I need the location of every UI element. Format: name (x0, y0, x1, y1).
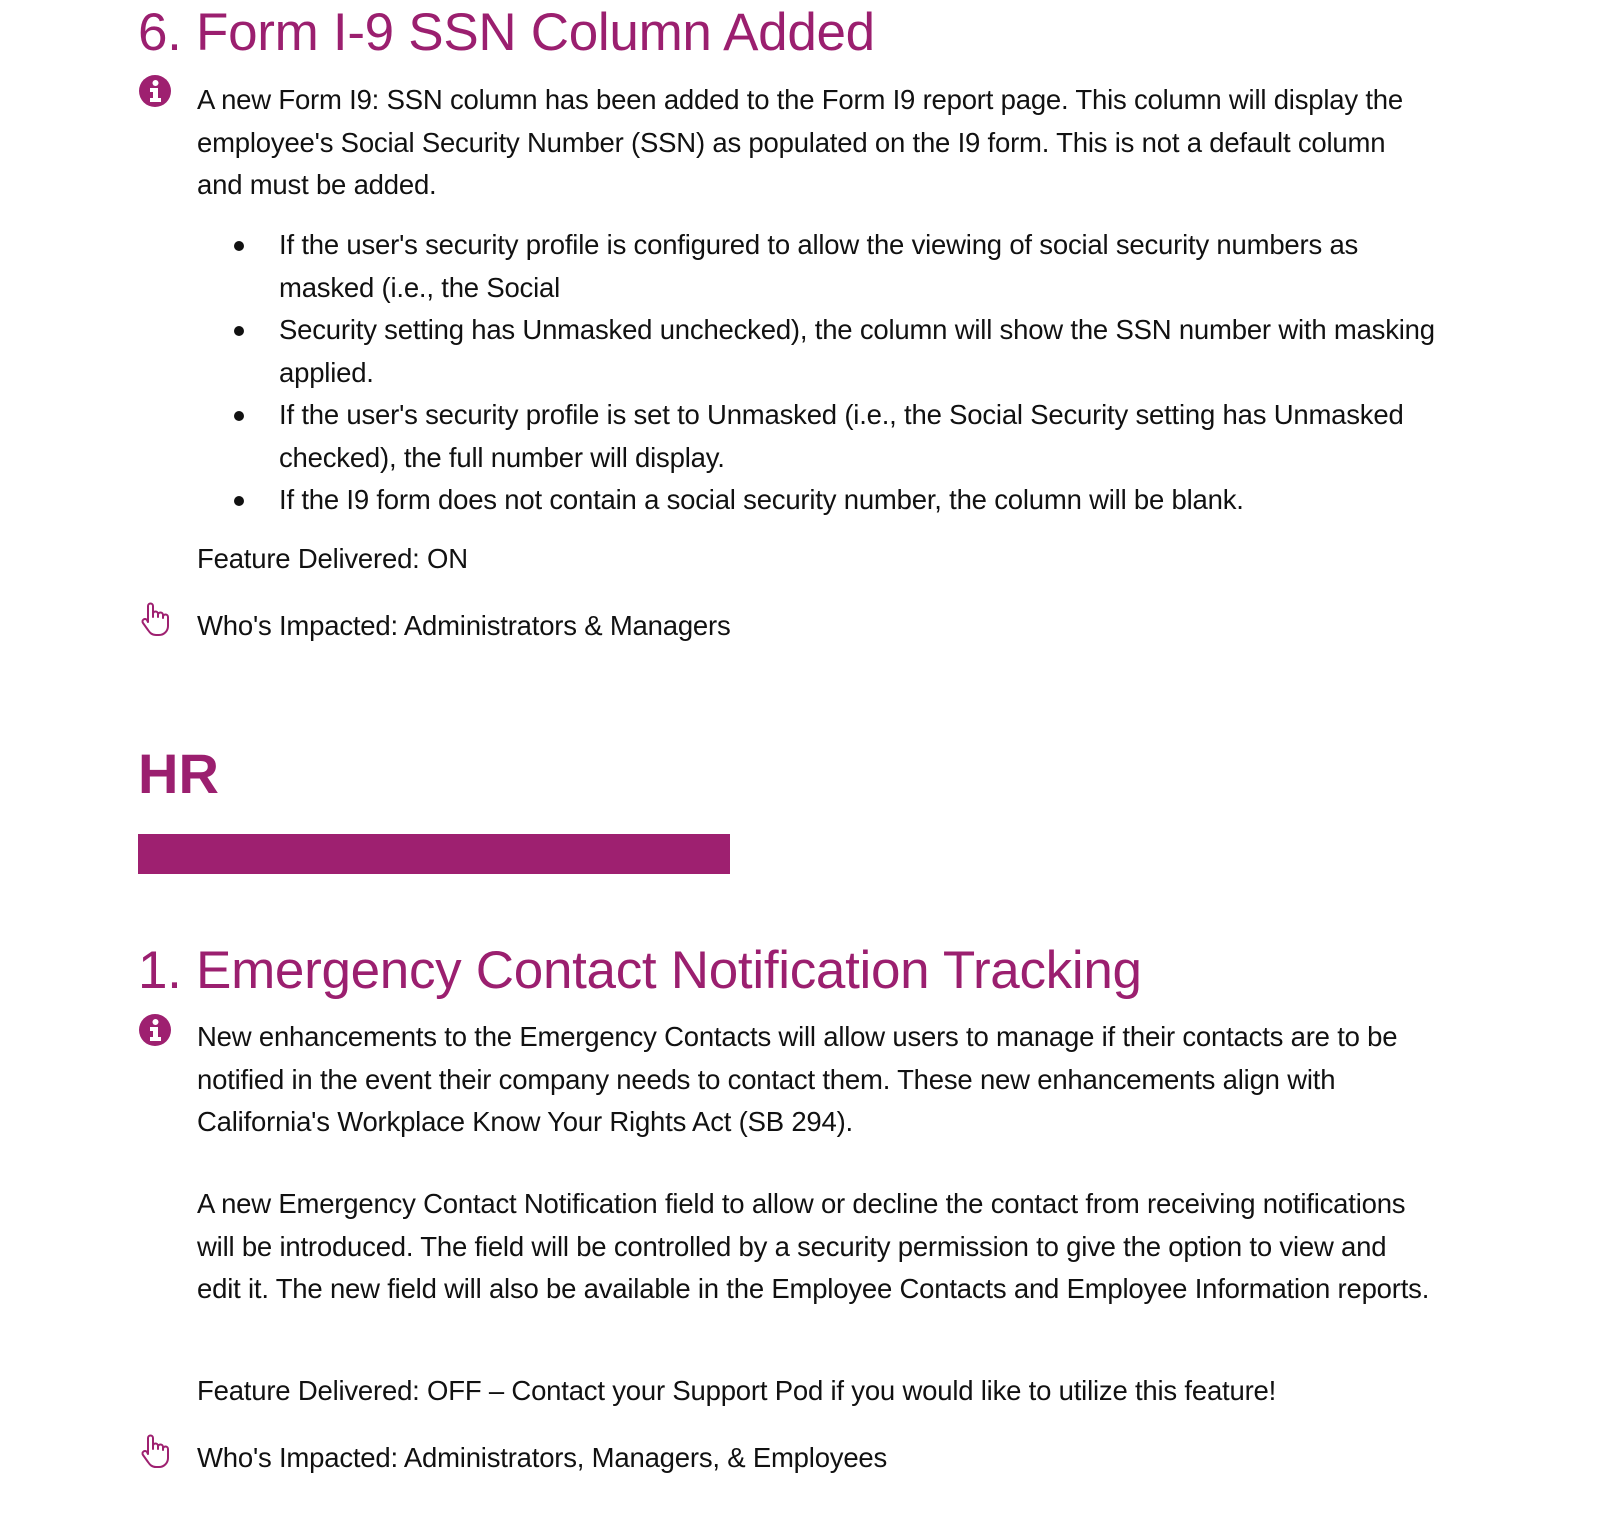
section-paragraph-2: A new Emergency Contact Notification field to allow or decline the contact from receiving notifications will be introduced. The field will be controlled by a security permission to give the option to view and edit it. The new field will also be available in the Employee Contacts and Employee Information reports. (197, 1188, 1430, 1304)
feature-delivered: Feature Delivered: ON (197, 543, 468, 574)
category-title: HR (138, 742, 219, 805)
section-heading-emergency-contact: 1. Emergency Contact Notification Tracking (138, 941, 1142, 1000)
bullet-icon (234, 326, 244, 336)
list-item-text: If the user's security profile is configured to allow the viewing of social security numbers as masked (i.e., the Social (279, 229, 1359, 303)
list-item-text: If the user's security profile is set to Unmasked (i.e., the Social Security setting has Unmasked checked), the full number will display. (279, 399, 1404, 473)
pointing-hand-icon (138, 1434, 172, 1468)
list-item (197, 309, 1437, 394)
who-impacted: Who's Impacted: Administrators & Managers (197, 610, 731, 641)
pointing-hand-icon (138, 602, 172, 636)
bullet-icon (234, 496, 244, 506)
category-divider-bar (138, 834, 730, 874)
section-description: A new Form I9: SSN column has been added to the Form I9 report page. This column will display the employee's Social Security Number (SSN) as populated on the I9 form. This is not a default column and must be added. (197, 84, 1403, 200)
bullet-list (197, 224, 1437, 522)
list-item (197, 224, 1437, 309)
section-heading-form-i9-ssn: 6. Form I-9 SSN Column Added (138, 3, 875, 62)
list-item (197, 394, 1437, 479)
list-item (197, 479, 1437, 522)
info-circle-icon (138, 1013, 172, 1047)
feature-delivered: Feature Delivered: OFF – Contact your Support Pod if you would like to utilize this feature! (197, 1375, 1277, 1406)
info-circle-icon (138, 74, 172, 108)
bullet-icon (234, 241, 244, 251)
bullet-icon (234, 411, 244, 421)
section-paragraph-1: New enhancements to the Emergency Contacts will allow users to manage if their contacts are to be notified in the event their company needs to contact them. These new enhancements align with California's Workplace Know Your Rights Act (SB 294). (197, 1021, 1398, 1137)
who-impacted: Who's Impacted: Administrators, Managers, & Employees (197, 1442, 888, 1473)
list-item-text: Security setting has Unmasked unchecked), the column will show the SSN number with masking applied. (279, 314, 1435, 388)
list-item-text: If the I9 form does not contain a social security number, the column will be blank. (279, 484, 1244, 515)
